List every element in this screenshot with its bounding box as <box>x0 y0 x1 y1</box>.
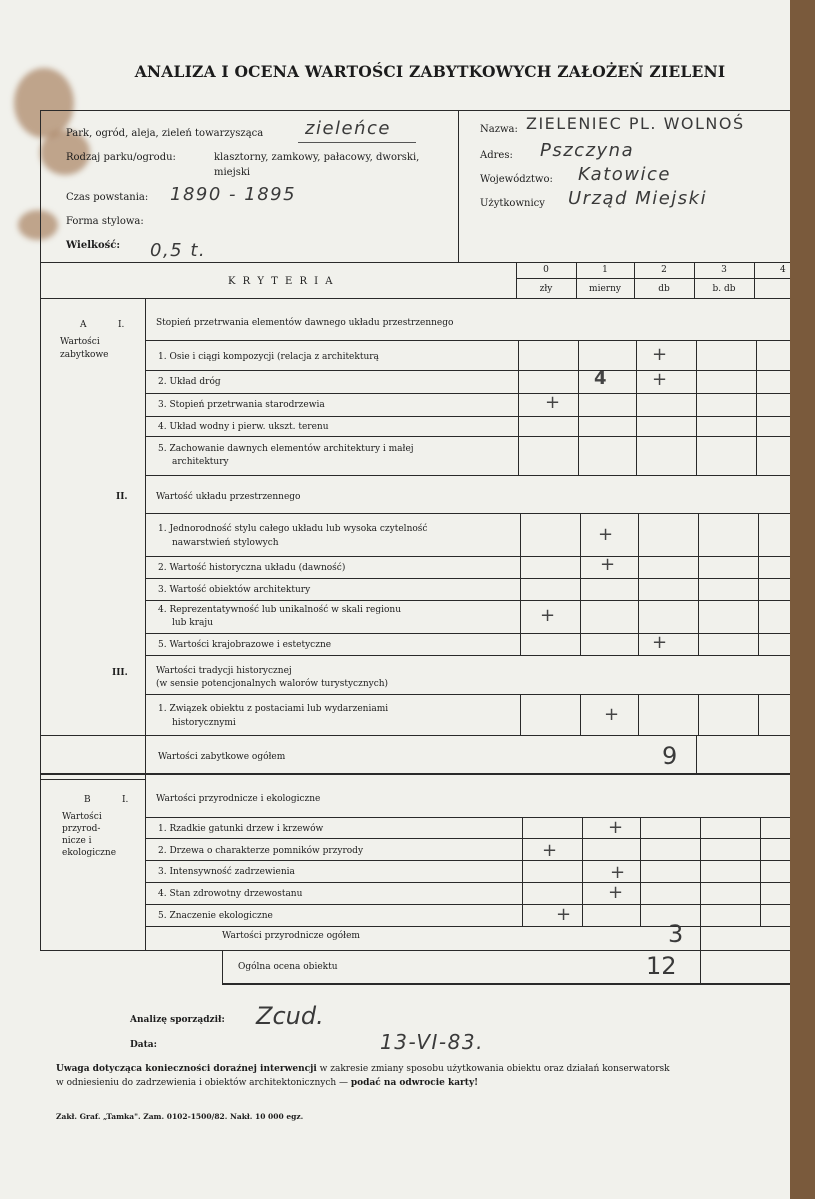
rule <box>145 513 790 514</box>
rule <box>522 817 523 926</box>
uwaga-line2: w odniesieniu do zadrzewienia i obiektów architektonicznych — <box>56 1078 351 1088</box>
criterion-row: 1. Rzadkie gatunki drzew i krzewów <box>158 824 324 834</box>
rule <box>145 370 790 371</box>
section-a-name-2: zabytkowe <box>60 350 109 360</box>
rule <box>145 298 146 950</box>
overall-value: 12 <box>646 952 677 980</box>
rule <box>145 882 790 883</box>
section-a-roman-ii: II. <box>116 492 128 502</box>
nazwa-label: Nazwa: <box>480 124 518 135</box>
uzytkownicy-label: Użytkownicy <box>480 198 545 209</box>
scale-word: zły <box>539 284 553 294</box>
uwaga-line2-bold: podać na odwrocie karty! <box>350 1078 479 1088</box>
rule <box>516 278 790 279</box>
criterion-row: 1. Jednorodność stylu całego układu lub wysoka czytelność <box>158 524 428 534</box>
rule <box>638 513 639 655</box>
rule <box>145 578 790 579</box>
criterion-row: 4. Układ wodny i pierw. ukszt. terenu <box>158 422 329 432</box>
rule <box>700 817 701 926</box>
criterion-row: 1. Związek obiektu z postaciami lub wydarzeniami <box>158 704 389 714</box>
rule <box>580 694 581 735</box>
uwaga-note <box>56 1064 670 1074</box>
stain <box>18 210 58 240</box>
data-label: Data: <box>130 1040 157 1050</box>
rule <box>520 513 521 655</box>
scale-num: 3 <box>721 265 727 275</box>
uwaga-rest: w zakresie zmiany sposobu użytkowania obiektu oraz działań konserwatorsk <box>316 1064 670 1074</box>
rule <box>40 110 41 950</box>
heading-a-ii: Wartość układu przestrzennego <box>156 492 301 502</box>
rule <box>700 950 701 983</box>
heading-b-i: Wartości przyrodnicze i ekologiczne <box>156 794 321 804</box>
data-value: 13-VI-83. <box>380 1030 484 1054</box>
rodzaj-label: Rodzaj parku/ogrodu: <box>66 152 176 163</box>
criterion-row: 2. Drzewa o charakterze pomników przyrody <box>158 846 364 856</box>
rule <box>518 340 519 475</box>
rule <box>696 735 697 773</box>
mark-a1-3: + <box>545 392 561 413</box>
rule <box>40 773 790 775</box>
criterion-row: 4. Stan zdrowotny drzewostanu <box>158 889 303 899</box>
mark-a2-2: + <box>600 554 616 575</box>
section-b-roman: I. <box>122 795 129 805</box>
scale-num: 4 <box>780 265 786 275</box>
adres-value: Pszczyna <box>540 140 635 161</box>
rule <box>145 416 790 417</box>
section-a-name: Wartości <box>60 337 100 347</box>
underline <box>298 142 416 143</box>
total-b-value: 3 <box>668 920 684 948</box>
total-a-label: Wartości zabytkowe ogółem <box>158 752 286 762</box>
mark-a1-2b: + <box>652 369 668 390</box>
rule <box>145 436 790 437</box>
nazwa-value: ZIELENIEC PL. WOLNOŚ <box>526 114 745 133</box>
rule <box>700 926 701 950</box>
criterion-row: 3. Stopień przetrwania starodrzewia <box>158 400 325 410</box>
criterion-row-cont: historycznymi <box>172 718 236 728</box>
criterion-row: 1. Osie i ciągi kompozycji (relacja z architekturą <box>158 352 379 362</box>
rule <box>758 694 759 735</box>
rule <box>222 983 790 985</box>
rule <box>145 600 790 601</box>
mark-a2-5: + <box>652 632 668 653</box>
rule <box>580 513 581 655</box>
rule <box>145 860 790 861</box>
section-a-roman: I. <box>118 320 125 330</box>
total-a-value: 9 <box>662 742 678 770</box>
rule <box>222 950 223 985</box>
rule <box>145 926 790 927</box>
rule <box>756 340 757 475</box>
criterion-row: 3. Intensywność zadrzewienia <box>158 867 295 877</box>
uzytkownicy-value: Urząd Miejski <box>568 188 708 209</box>
rule <box>145 633 790 634</box>
scale-num: 0 <box>543 265 549 275</box>
czas-label: Czas powstania: <box>66 192 149 203</box>
page-edge <box>790 0 815 1199</box>
rule <box>754 262 755 298</box>
forma-label: Forma stylowa: <box>66 216 144 227</box>
rule <box>145 475 790 476</box>
section-b-letter: B <box>84 795 91 805</box>
mark-a2-1: + <box>598 524 614 545</box>
mark-a1-1: + <box>652 344 668 365</box>
section-a-letter: A <box>80 320 87 330</box>
mark-a2-4: + <box>540 605 556 626</box>
criterion-row: 2. Układ dróg <box>158 377 221 387</box>
mark-b-1: + <box>608 817 624 838</box>
rule <box>698 513 699 655</box>
analize-label: Analizę sporządził: <box>130 1015 225 1025</box>
wielkosc-value: 0,5 t. <box>150 240 207 261</box>
rule <box>696 340 697 475</box>
criterion-row: 3. Wartość obiektów architektury <box>158 585 311 595</box>
criterion-row-cont: architektury <box>172 457 229 467</box>
section-b-name-3: nicze i <box>62 836 92 846</box>
park-label: Park, ogród, aleja, zieleń towarzysząca <box>66 128 264 139</box>
rule <box>638 694 639 735</box>
total-b-label: Wartości przyrodnicze ogółem <box>222 931 360 941</box>
rule <box>40 262 790 263</box>
heading-a-i: Stopień przetrwania elementów dawnego układu przestrzennego <box>156 318 454 328</box>
scale-num: 2 <box>661 265 667 275</box>
section-b-name-4: ekologiczne <box>62 848 117 858</box>
heading-a-iii-2: (w sensie potencjonalnych walorów turystycznych) <box>156 679 389 689</box>
mark-b-5: + <box>556 904 572 925</box>
criterion-row: 5. Znaczenie ekologiczne <box>158 911 273 921</box>
mark-a1-2: 4 <box>594 368 607 389</box>
section-b-name-2: przyrod- <box>62 824 101 834</box>
mark-b-4: + <box>608 882 624 903</box>
scale-word: db <box>658 284 670 294</box>
rule <box>145 340 790 341</box>
section-b-name: Wartości <box>62 812 102 822</box>
print-info: Zakł. Graf. „Tamka". Zam. 0102-1500/82. Nakł. 10 000 egz. <box>56 1112 304 1121</box>
heading-a-iii: Wartości tradycji historycznej <box>156 666 292 676</box>
criterion-row-cont: lub kraju <box>172 618 214 628</box>
uwaga-note-2 <box>56 1078 478 1088</box>
signature: Zcud. <box>256 1002 324 1030</box>
rule <box>145 904 790 905</box>
kryteria-heading: K R Y T E R I A <box>228 276 335 287</box>
rule <box>40 110 790 111</box>
rule <box>145 393 790 394</box>
rodzaj-options: klasztorny, zamkowy, pałacowy, dworski, <box>214 152 420 163</box>
criterion-row: 2. Wartość historyczna układu (dawność) <box>158 563 346 573</box>
rule <box>145 838 790 839</box>
scale-num: 1 <box>602 265 608 275</box>
mark-a3-1: + <box>604 704 620 725</box>
czas-value: 1890 - 1895 <box>170 184 297 205</box>
rule <box>760 817 761 926</box>
rule <box>145 655 790 656</box>
overall-label: Ogólna ocena obiektu <box>238 962 338 972</box>
wojewodztwo-label: Województwo: <box>480 174 553 185</box>
mark-b-3: + <box>610 862 626 883</box>
rule <box>582 817 583 926</box>
uwaga-bold: Uwaga dotycząca konieczności doraźnej interwencji <box>56 1064 317 1074</box>
section-a-roman-iii: III. <box>112 668 128 678</box>
park-value: zieleńce <box>305 118 391 139</box>
mark-b-2: + <box>542 840 558 861</box>
form-title: ANALIZA I OCENA WARTOŚCI ZABYTKOWYCH ZAŁOŻEŃ ZIELENI <box>134 62 726 81</box>
rule <box>758 513 759 655</box>
rule <box>640 817 641 926</box>
rule <box>40 950 790 951</box>
rule <box>458 110 459 262</box>
rule <box>40 779 145 780</box>
adres-label: Adres: <box>480 150 513 161</box>
criterion-row: 5. Wartości krajobrazowe i estetyczne <box>158 640 332 650</box>
rule <box>636 340 637 475</box>
rule <box>145 556 790 557</box>
rule <box>578 340 579 475</box>
scale-word: b. db <box>712 284 736 294</box>
criterion-row: 4. Reprezentatywność lub unikalność w skali regionu <box>158 605 402 615</box>
rodzaj-options-2: miejski <box>214 167 251 178</box>
rule <box>145 694 790 695</box>
criterion-row: 5. Zachowanie dawnych elementów architektury i małej <box>158 444 414 454</box>
rule <box>40 735 790 736</box>
criterion-row-cont: nawarstwień stylowych <box>172 538 279 548</box>
wielkosc-label: Wielkość: <box>66 240 121 251</box>
rule <box>145 817 790 818</box>
rule <box>520 694 521 735</box>
rule <box>698 694 699 735</box>
scale-word: mierny <box>589 284 621 294</box>
rule <box>40 298 790 299</box>
wojewodztwo-value: Katowice <box>578 164 671 185</box>
